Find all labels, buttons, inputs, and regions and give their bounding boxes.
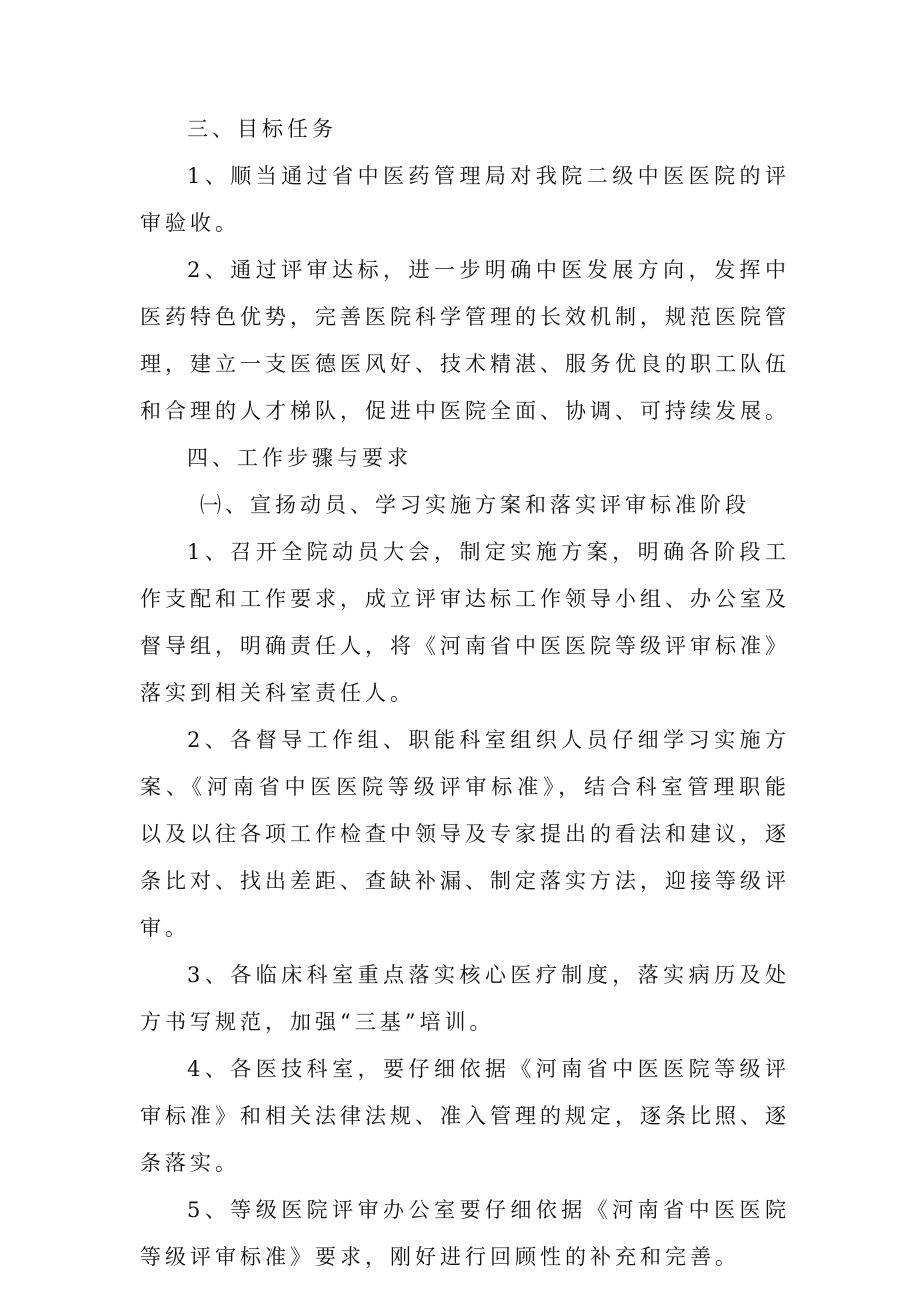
subsection-heading-phase-1: ㈠、宣扬动员、学习实施方案和落实评审标准阶段 [200,493,750,517]
goal-item-1: 1、顺当通过省中医药管理局对我院二级中医医院的评审验收。 [140,164,790,235]
section-heading-steps: 四、工作步骤与要求 [187,446,412,470]
document-body [140,106,790,1281]
goal-item-2: 2、通过评审达标，进一步明确中医发展方向，发挥中医药特色优势，完善医院科学管理的长效机制，规范医院管理，建立一支医德医风好、技术精湛、服务优良的职工队伍和合理的人才梯队，促进中医院全面、协调、可持续发展。 [140,258,790,423]
step-item-4: 4、各医技科室，要仔细依据《河南省中医医院等级评审标准》和相关法律法规、准入管理的规定，逐条比照、逐条落实。 [140,1057,790,1175]
step-item-5: 5、等级医院评审办公室要仔细依据《河南省中医医院等级评审标准》要求，刚好进行回顾性的补充和完善。 [140,1198,790,1269]
step-item-2: 2、各督导工作组、职能科室组织人员仔细学习实施方案、《河南省中医医院等级评审标准》，结合科室管理职能以及以往各项工作检查中领导及专家提出的看法和建议，逐条比对、找出差距、查缺补漏、制定落实方法，迎接等级评审。 [140,728,790,940]
step-item-1: 1、召开全院动员大会，制定实施方案，明确各阶段工作支配和工作要求，成立评审达标工作领导小组、办公室及督导组，明确责任人，将《河南省中医医院等级评审标准》落实到相关科室责任人。 [140,540,790,705]
section-heading-goals: 三、目标任务 [187,117,337,141]
step-item-3: 3、各临床科室重点落实核心医疗制度，落实病历及处方书写规范，加强“三基”培训。 [140,963,790,1034]
